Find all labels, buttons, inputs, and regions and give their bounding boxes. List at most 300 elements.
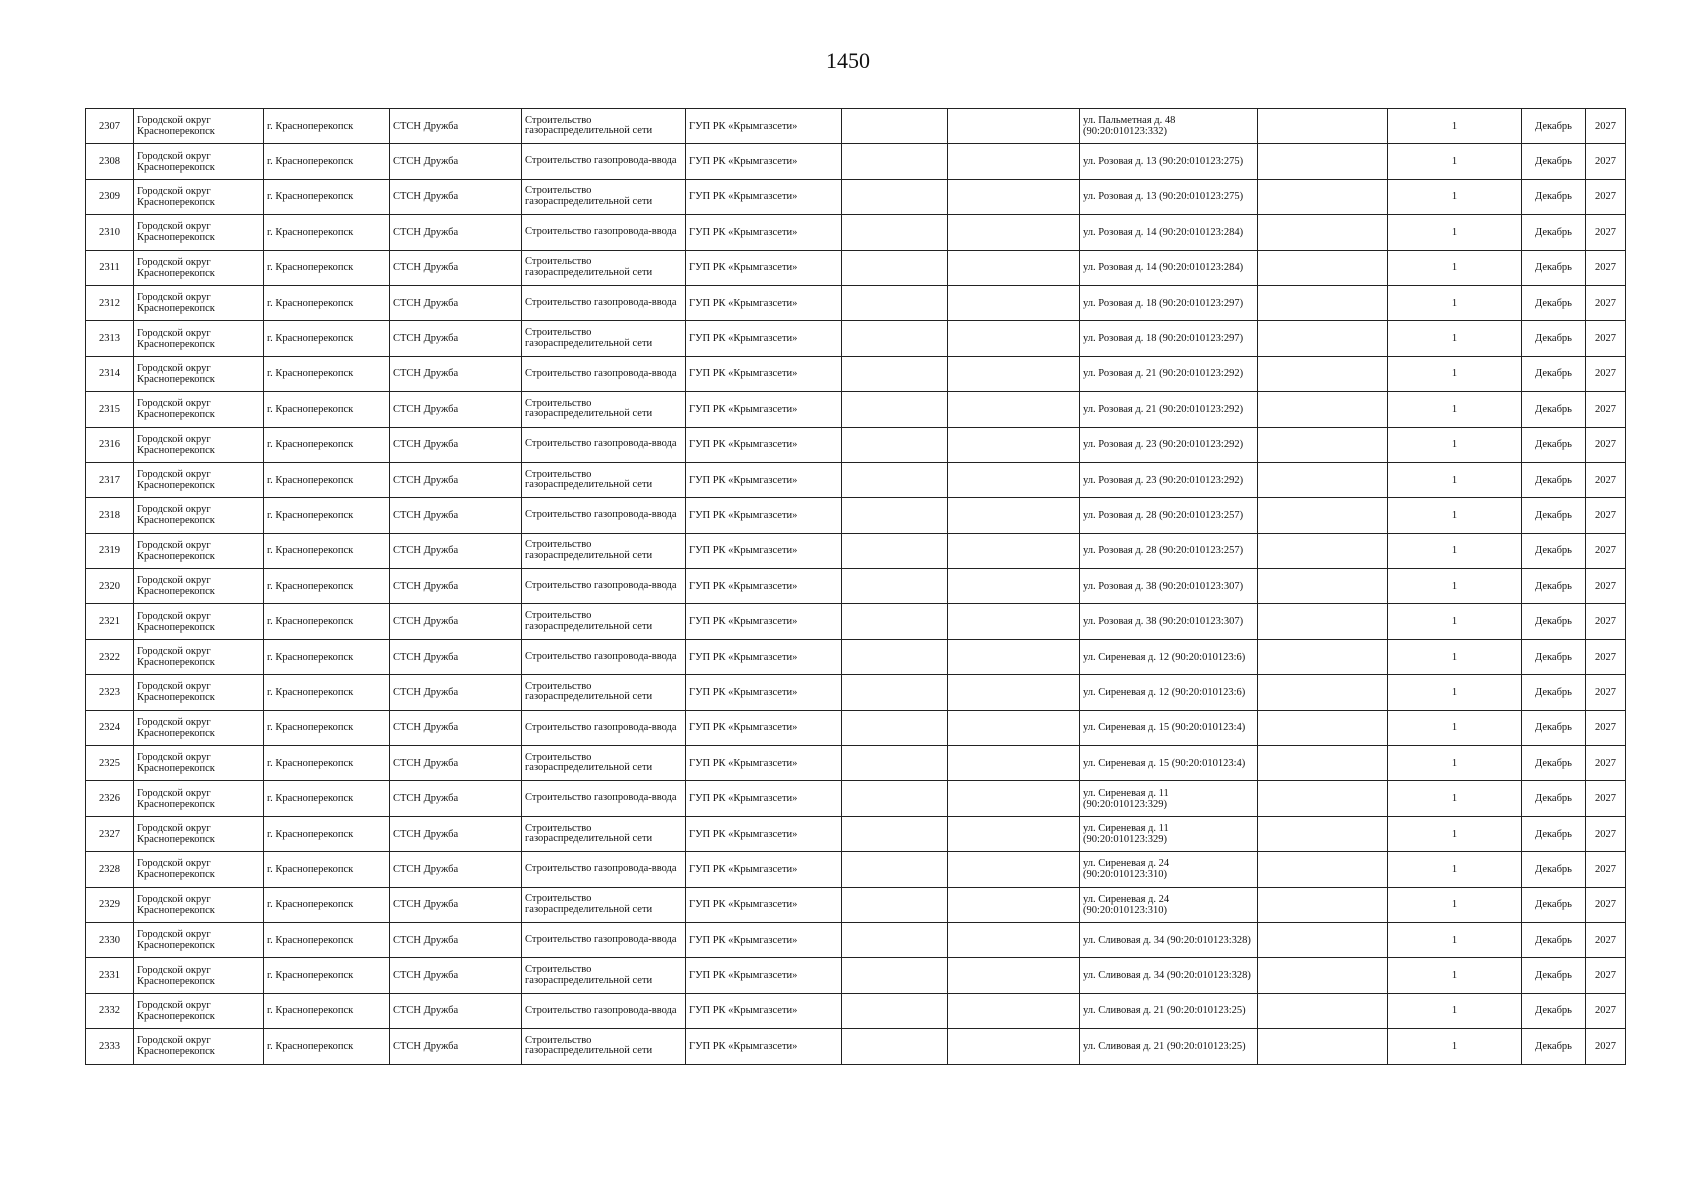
table-row xyxy=(86,533,1626,568)
district-cell: Городской округ Красноперекопск xyxy=(134,922,264,957)
city-cell: г. Красноперекопск xyxy=(264,498,390,533)
organization-cell: ГУП РК «Крымгазсети» xyxy=(686,321,842,356)
empty-cell xyxy=(1258,285,1388,320)
empty-cell xyxy=(948,569,1080,604)
year-cell: 2027 xyxy=(1586,746,1626,781)
empty-cell xyxy=(948,604,1080,639)
empty-cell xyxy=(842,816,948,851)
row-number-cell: 2328 xyxy=(86,852,134,887)
year-cell: 2027 xyxy=(1586,533,1626,568)
district-cell: Городской округ Красноперекопск xyxy=(134,179,264,214)
organization-cell: ГУП РК «Крымгазсети» xyxy=(686,392,842,427)
year-cell: 2027 xyxy=(1586,922,1626,957)
city-cell: г. Красноперекопск xyxy=(264,746,390,781)
month-cell: Декабрь xyxy=(1522,710,1586,745)
month-cell: Декабрь xyxy=(1522,852,1586,887)
work-type-cell: Строительство газопровода-ввода xyxy=(522,498,686,533)
empty-cell xyxy=(948,321,1080,356)
empty-cell xyxy=(1258,569,1388,604)
organization-cell: ГУП РК «Крымгазсети» xyxy=(686,922,842,957)
year-cell: 2027 xyxy=(1586,179,1626,214)
year-cell: 2027 xyxy=(1586,250,1626,285)
city-cell: г. Красноперекопск xyxy=(264,993,390,1028)
empty-cell xyxy=(948,250,1080,285)
district-cell: Городской округ Красноперекопск xyxy=(134,958,264,993)
empty-cell xyxy=(1258,498,1388,533)
quantity-cell: 1 xyxy=(1388,781,1522,816)
partnership-cell: СТСН Дружба xyxy=(390,356,522,391)
work-type-cell: Строительство газораспределительной сети xyxy=(522,250,686,285)
month-cell: Декабрь xyxy=(1522,498,1586,533)
row-number-cell: 2314 xyxy=(86,356,134,391)
work-type-cell: Строительство газопровода-ввода xyxy=(522,852,686,887)
address-cell: ул. Розовая д. 28 (90:20:010123:257) xyxy=(1080,498,1258,533)
table-row xyxy=(86,852,1626,887)
year-cell: 2027 xyxy=(1586,958,1626,993)
table-row xyxy=(86,958,1626,993)
organization-cell: ГУП РК «Крымгазсети» xyxy=(686,533,842,568)
empty-cell xyxy=(842,852,948,887)
district-cell: Городской округ Красноперекопск xyxy=(134,746,264,781)
city-cell: г. Красноперекопск xyxy=(264,816,390,851)
quantity-cell: 1 xyxy=(1388,604,1522,639)
organization-cell: ГУП РК «Крымгазсети» xyxy=(686,852,842,887)
work-type-cell: Строительство газораспределительной сети xyxy=(522,958,686,993)
city-cell: г. Красноперекопск xyxy=(264,1029,390,1064)
empty-cell xyxy=(842,639,948,674)
page-number: 1450 xyxy=(826,48,870,73)
organization-cell: ГУП РК «Крымгазсети» xyxy=(686,427,842,462)
row-number-cell: 2327 xyxy=(86,816,134,851)
city-cell: г. Красноперекопск xyxy=(264,852,390,887)
city-cell: г. Красноперекопск xyxy=(264,356,390,391)
address-cell: ул. Сливовая д. 21 (90:20:010123:25) xyxy=(1080,1029,1258,1064)
empty-cell xyxy=(842,604,948,639)
address-cell: ул. Сиреневая д. 12 (90:20:010123:6) xyxy=(1080,675,1258,710)
district-cell: Городской округ Красноперекопск xyxy=(134,533,264,568)
month-cell: Декабрь xyxy=(1522,462,1586,497)
row-number-cell: 2321 xyxy=(86,604,134,639)
row-number-cell: 2312 xyxy=(86,285,134,320)
row-number-cell: 2307 xyxy=(86,109,134,144)
empty-cell xyxy=(1258,109,1388,144)
month-cell: Декабрь xyxy=(1522,179,1586,214)
quantity-cell: 1 xyxy=(1388,1029,1522,1064)
address-cell: ул. Пальметная д. 48 (90:20:010123:332) xyxy=(1080,109,1258,144)
month-cell: Декабрь xyxy=(1522,639,1586,674)
month-cell: Декабрь xyxy=(1522,250,1586,285)
empty-cell xyxy=(842,250,948,285)
table-row xyxy=(86,498,1626,533)
row-number-cell: 2319 xyxy=(86,533,134,568)
quantity-cell: 1 xyxy=(1388,569,1522,604)
year-cell: 2027 xyxy=(1586,356,1626,391)
organization-cell: ГУП РК «Крымгазсети» xyxy=(686,144,842,179)
quantity-cell: 1 xyxy=(1388,533,1522,568)
district-cell: Городской округ Красноперекопск xyxy=(134,993,264,1028)
city-cell: г. Красноперекопск xyxy=(264,462,390,497)
quantity-cell: 1 xyxy=(1388,710,1522,745)
row-number-cell: 2322 xyxy=(86,639,134,674)
year-cell: 2027 xyxy=(1586,675,1626,710)
table-row xyxy=(86,710,1626,745)
empty-cell xyxy=(948,675,1080,710)
district-cell: Городской округ Красноперекопск xyxy=(134,285,264,320)
organization-cell: ГУП РК «Крымгазсети» xyxy=(686,675,842,710)
table-row xyxy=(86,321,1626,356)
partnership-cell: СТСН Дружба xyxy=(390,675,522,710)
work-type-cell: Строительство газопровода-ввода xyxy=(522,710,686,745)
quantity-cell: 1 xyxy=(1388,922,1522,957)
month-cell: Декабрь xyxy=(1522,604,1586,639)
year-cell: 2027 xyxy=(1586,109,1626,144)
work-type-cell: Строительство газораспределительной сети xyxy=(522,179,686,214)
work-type-cell: Строительство газораспределительной сети xyxy=(522,887,686,922)
partnership-cell: СТСН Дружба xyxy=(390,392,522,427)
year-cell: 2027 xyxy=(1586,569,1626,604)
quantity-cell: 1 xyxy=(1388,109,1522,144)
address-cell: ул. Сиреневая д. 11 (90:20:010123:329) xyxy=(1080,781,1258,816)
table-row xyxy=(86,746,1626,781)
partnership-cell: СТСН Дружба xyxy=(390,569,522,604)
row-number-cell: 2310 xyxy=(86,215,134,250)
row-number-cell: 2330 xyxy=(86,922,134,957)
empty-cell xyxy=(1258,852,1388,887)
district-cell: Городской округ Красноперекопск xyxy=(134,109,264,144)
empty-cell xyxy=(948,427,1080,462)
work-type-cell: Строительство газопровода-ввода xyxy=(522,781,686,816)
quantity-cell: 1 xyxy=(1388,639,1522,674)
city-cell: г. Красноперекопск xyxy=(264,710,390,745)
year-cell: 2027 xyxy=(1586,639,1626,674)
address-cell: ул. Розовая д. 13 (90:20:010123:275) xyxy=(1080,179,1258,214)
address-cell: ул. Розовая д. 23 (90:20:010123:292) xyxy=(1080,427,1258,462)
empty-cell xyxy=(948,746,1080,781)
row-number-cell: 2333 xyxy=(86,1029,134,1064)
month-cell: Декабрь xyxy=(1522,1029,1586,1064)
empty-cell xyxy=(842,887,948,922)
row-number-cell: 2331 xyxy=(86,958,134,993)
organization-cell: ГУП РК «Крымгазсети» xyxy=(686,604,842,639)
table-row xyxy=(86,144,1626,179)
work-type-cell: Строительство газопровода-ввода xyxy=(522,427,686,462)
district-cell: Городской округ Красноперекопск xyxy=(134,250,264,285)
district-cell: Городской округ Красноперекопск xyxy=(134,781,264,816)
partnership-cell: СТСН Дружба xyxy=(390,1029,522,1064)
organization-cell: ГУП РК «Крымгазсети» xyxy=(686,639,842,674)
table-row xyxy=(86,1029,1626,1064)
partnership-cell: СТСН Дружба xyxy=(390,781,522,816)
city-cell: г. Красноперекопск xyxy=(264,285,390,320)
table-row xyxy=(86,675,1626,710)
city-cell: г. Красноперекопск xyxy=(264,639,390,674)
table-row xyxy=(86,604,1626,639)
empty-cell xyxy=(948,887,1080,922)
district-cell: Городской округ Красноперекопск xyxy=(134,356,264,391)
year-cell: 2027 xyxy=(1586,392,1626,427)
empty-cell xyxy=(842,462,948,497)
address-cell: ул. Розовая д. 18 (90:20:010123:297) xyxy=(1080,321,1258,356)
organization-cell: ГУП РК «Крымгазсети» xyxy=(686,569,842,604)
district-cell: Городской округ Красноперекопск xyxy=(134,710,264,745)
quantity-cell: 1 xyxy=(1388,215,1522,250)
month-cell: Декабрь xyxy=(1522,746,1586,781)
partnership-cell: СТСН Дружба xyxy=(390,887,522,922)
year-cell: 2027 xyxy=(1586,462,1626,497)
organization-cell: ГУП РК «Крымгазсети» xyxy=(686,781,842,816)
empty-cell xyxy=(948,498,1080,533)
table-row xyxy=(86,816,1626,851)
partnership-cell: СТСН Дружба xyxy=(390,215,522,250)
city-cell: г. Красноперекопск xyxy=(264,109,390,144)
year-cell: 2027 xyxy=(1586,852,1626,887)
empty-cell xyxy=(948,392,1080,427)
organization-cell: ГУП РК «Крымгазсети» xyxy=(686,746,842,781)
table-row xyxy=(86,392,1626,427)
month-cell: Декабрь xyxy=(1522,569,1586,604)
organization-cell: ГУП РК «Крымгазсети» xyxy=(686,958,842,993)
work-type-cell: Строительство газораспределительной сети xyxy=(522,462,686,497)
row-number-cell: 2320 xyxy=(86,569,134,604)
empty-cell xyxy=(1258,710,1388,745)
work-type-cell: Строительство газопровода-ввода xyxy=(522,922,686,957)
partnership-cell: СТСН Дружба xyxy=(390,498,522,533)
city-cell: г. Красноперекопск xyxy=(264,144,390,179)
table-row xyxy=(86,639,1626,674)
city-cell: г. Красноперекопск xyxy=(264,569,390,604)
empty-cell xyxy=(1258,462,1388,497)
month-cell: Декабрь xyxy=(1522,392,1586,427)
year-cell: 2027 xyxy=(1586,993,1626,1028)
quantity-cell: 1 xyxy=(1388,993,1522,1028)
month-cell: Декабрь xyxy=(1522,816,1586,851)
partnership-cell: СТСН Дружба xyxy=(390,285,522,320)
organization-cell: ГУП РК «Крымгазсети» xyxy=(686,498,842,533)
empty-cell xyxy=(1258,816,1388,851)
quantity-cell: 1 xyxy=(1388,179,1522,214)
city-cell: г. Красноперекопск xyxy=(264,321,390,356)
empty-cell xyxy=(1258,144,1388,179)
partnership-cell: СТСН Дружба xyxy=(390,816,522,851)
district-cell: Городской округ Красноперекопск xyxy=(134,852,264,887)
row-number-cell: 2308 xyxy=(86,144,134,179)
district-cell: Городской округ Красноперекопск xyxy=(134,816,264,851)
year-cell: 2027 xyxy=(1586,215,1626,250)
organization-cell: ГУП РК «Крымгазсети» xyxy=(686,993,842,1028)
organization-cell: ГУП РК «Крымгазсети» xyxy=(686,109,842,144)
address-cell: ул. Сиреневая д. 15 (90:20:010123:4) xyxy=(1080,710,1258,745)
partnership-cell: СТСН Дружба xyxy=(390,710,522,745)
partnership-cell: СТСН Дружба xyxy=(390,321,522,356)
empty-cell xyxy=(842,1029,948,1064)
work-type-cell: Строительство газопровода-ввода xyxy=(522,993,686,1028)
empty-cell xyxy=(948,993,1080,1028)
row-number-cell: 2326 xyxy=(86,781,134,816)
work-type-cell: Строительство газопровода-ввода xyxy=(522,569,686,604)
address-cell: ул. Розовая д. 23 (90:20:010123:292) xyxy=(1080,462,1258,497)
organization-cell: ГУП РК «Крымгазсети» xyxy=(686,1029,842,1064)
month-cell: Декабрь xyxy=(1522,958,1586,993)
table-row xyxy=(86,250,1626,285)
works-table xyxy=(85,108,1626,1065)
empty-cell xyxy=(948,179,1080,214)
empty-cell xyxy=(1258,1029,1388,1064)
month-cell: Декабрь xyxy=(1522,993,1586,1028)
district-cell: Городской округ Красноперекопск xyxy=(134,675,264,710)
quantity-cell: 1 xyxy=(1388,852,1522,887)
city-cell: г. Красноперекопск xyxy=(264,250,390,285)
empty-cell xyxy=(948,462,1080,497)
city-cell: г. Красноперекопск xyxy=(264,887,390,922)
quantity-cell: 1 xyxy=(1388,250,1522,285)
year-cell: 2027 xyxy=(1586,887,1626,922)
work-type-cell: Строительство газопровода-ввода xyxy=(522,356,686,391)
empty-cell xyxy=(948,1029,1080,1064)
row-number-cell: 2315 xyxy=(86,392,134,427)
partnership-cell: СТСН Дружба xyxy=(390,109,522,144)
row-number-cell: 2324 xyxy=(86,710,134,745)
row-number-cell: 2316 xyxy=(86,427,134,462)
organization-cell: ГУП РК «Крымгазсети» xyxy=(686,710,842,745)
quantity-cell: 1 xyxy=(1388,427,1522,462)
district-cell: Городской округ Красноперекопск xyxy=(134,427,264,462)
empty-cell xyxy=(948,109,1080,144)
work-type-cell: Строительство газораспределительной сети xyxy=(522,604,686,639)
district-cell: Городской округ Красноперекопск xyxy=(134,215,264,250)
row-number-cell: 2318 xyxy=(86,498,134,533)
organization-cell: ГУП РК «Крымгазсети» xyxy=(686,816,842,851)
partnership-cell: СТСН Дружба xyxy=(390,604,522,639)
table-row xyxy=(86,922,1626,957)
empty-cell xyxy=(1258,215,1388,250)
month-cell: Декабрь xyxy=(1522,109,1586,144)
city-cell: г. Красноперекопск xyxy=(264,781,390,816)
address-cell: ул. Розовая д. 14 (90:20:010123:284) xyxy=(1080,215,1258,250)
table-row xyxy=(86,179,1626,214)
table-row xyxy=(86,462,1626,497)
month-cell: Декабрь xyxy=(1522,922,1586,957)
empty-cell xyxy=(842,109,948,144)
empty-cell xyxy=(842,498,948,533)
city-cell: г. Красноперекопск xyxy=(264,427,390,462)
month-cell: Декабрь xyxy=(1522,356,1586,391)
empty-cell xyxy=(842,958,948,993)
city-cell: г. Красноперекопск xyxy=(264,179,390,214)
empty-cell xyxy=(1258,604,1388,639)
empty-cell xyxy=(842,781,948,816)
partnership-cell: СТСН Дружба xyxy=(390,462,522,497)
work-type-cell: Строительство газопровода-ввода xyxy=(522,144,686,179)
address-cell: ул. Сиреневая д. 15 (90:20:010123:4) xyxy=(1080,746,1258,781)
empty-cell xyxy=(948,781,1080,816)
partnership-cell: СТСН Дружба xyxy=(390,958,522,993)
row-number-cell: 2329 xyxy=(86,887,134,922)
address-cell: ул. Сливовая д. 21 (90:20:010123:25) xyxy=(1080,993,1258,1028)
month-cell: Декабрь xyxy=(1522,887,1586,922)
empty-cell xyxy=(948,144,1080,179)
quantity-cell: 1 xyxy=(1388,321,1522,356)
address-cell: ул. Сиреневая д. 12 (90:20:010123:6) xyxy=(1080,639,1258,674)
empty-cell xyxy=(1258,781,1388,816)
city-cell: г. Красноперекопск xyxy=(264,533,390,568)
work-type-cell: Строительство газопровода-ввода xyxy=(522,215,686,250)
address-cell: ул. Розовая д. 18 (90:20:010123:297) xyxy=(1080,285,1258,320)
quantity-cell: 1 xyxy=(1388,498,1522,533)
work-type-cell: Строительство газораспределительной сети xyxy=(522,675,686,710)
year-cell: 2027 xyxy=(1586,816,1626,851)
empty-cell xyxy=(1258,993,1388,1028)
quantity-cell: 1 xyxy=(1388,675,1522,710)
work-type-cell: Строительство газопровода-ввода xyxy=(522,285,686,320)
empty-cell xyxy=(842,179,948,214)
empty-cell xyxy=(1258,746,1388,781)
address-cell: ул. Сливовая д. 34 (90:20:010123:328) xyxy=(1080,922,1258,957)
partnership-cell: СТСН Дружба xyxy=(390,179,522,214)
empty-cell xyxy=(1258,958,1388,993)
quantity-cell: 1 xyxy=(1388,958,1522,993)
row-number-cell: 2325 xyxy=(86,746,134,781)
table-row xyxy=(86,215,1626,250)
district-cell: Городской округ Красноперекопск xyxy=(134,569,264,604)
partnership-cell: СТСН Дружба xyxy=(390,852,522,887)
work-type-cell: Строительство газораспределительной сети xyxy=(522,1029,686,1064)
year-cell: 2027 xyxy=(1586,710,1626,745)
year-cell: 2027 xyxy=(1586,1029,1626,1064)
empty-cell xyxy=(1258,639,1388,674)
city-cell: г. Красноперекопск xyxy=(264,922,390,957)
district-cell: Городской округ Красноперекопск xyxy=(134,321,264,356)
empty-cell xyxy=(948,533,1080,568)
empty-cell xyxy=(842,427,948,462)
empty-cell xyxy=(1258,356,1388,391)
empty-cell xyxy=(842,710,948,745)
empty-cell xyxy=(948,285,1080,320)
partnership-cell: СТСН Дружба xyxy=(390,533,522,568)
address-cell: ул. Розовая д. 13 (90:20:010123:275) xyxy=(1080,144,1258,179)
quantity-cell: 1 xyxy=(1388,144,1522,179)
city-cell: г. Красноперекопск xyxy=(264,675,390,710)
work-type-cell: Строительство газораспределительной сети xyxy=(522,392,686,427)
row-number-cell: 2317 xyxy=(86,462,134,497)
empty-cell xyxy=(842,321,948,356)
year-cell: 2027 xyxy=(1586,144,1626,179)
district-cell: Городской округ Красноперекопск xyxy=(134,604,264,639)
partnership-cell: СТСН Дружба xyxy=(390,922,522,957)
address-cell: ул. Сиреневая д. 24 (90:20:010123:310) xyxy=(1080,887,1258,922)
organization-cell: ГУП РК «Крымгазсети» xyxy=(686,215,842,250)
address-cell: ул. Розовая д. 14 (90:20:010123:284) xyxy=(1080,250,1258,285)
empty-cell xyxy=(1258,533,1388,568)
address-cell: ул. Сиреневая д. 24 (90:20:010123:310) xyxy=(1080,852,1258,887)
partnership-cell: СТСН Дружба xyxy=(390,144,522,179)
organization-cell: ГУП РК «Крымгазсети» xyxy=(686,179,842,214)
empty-cell xyxy=(1258,887,1388,922)
partnership-cell: СТСН Дружба xyxy=(390,746,522,781)
empty-cell xyxy=(948,639,1080,674)
organization-cell: ГУП РК «Крымгазсети» xyxy=(686,250,842,285)
month-cell: Декабрь xyxy=(1522,144,1586,179)
address-cell: ул. Розовая д. 28 (90:20:010123:257) xyxy=(1080,533,1258,568)
organization-cell: ГУП РК «Крымгазсети» xyxy=(686,356,842,391)
year-cell: 2027 xyxy=(1586,427,1626,462)
quantity-cell: 1 xyxy=(1388,887,1522,922)
table-row xyxy=(86,109,1626,144)
address-cell: ул. Розовая д. 38 (90:20:010123:307) xyxy=(1080,569,1258,604)
empty-cell xyxy=(1258,321,1388,356)
table-row xyxy=(86,356,1626,391)
empty-cell xyxy=(948,816,1080,851)
district-cell: Городской округ Красноперекопск xyxy=(134,639,264,674)
